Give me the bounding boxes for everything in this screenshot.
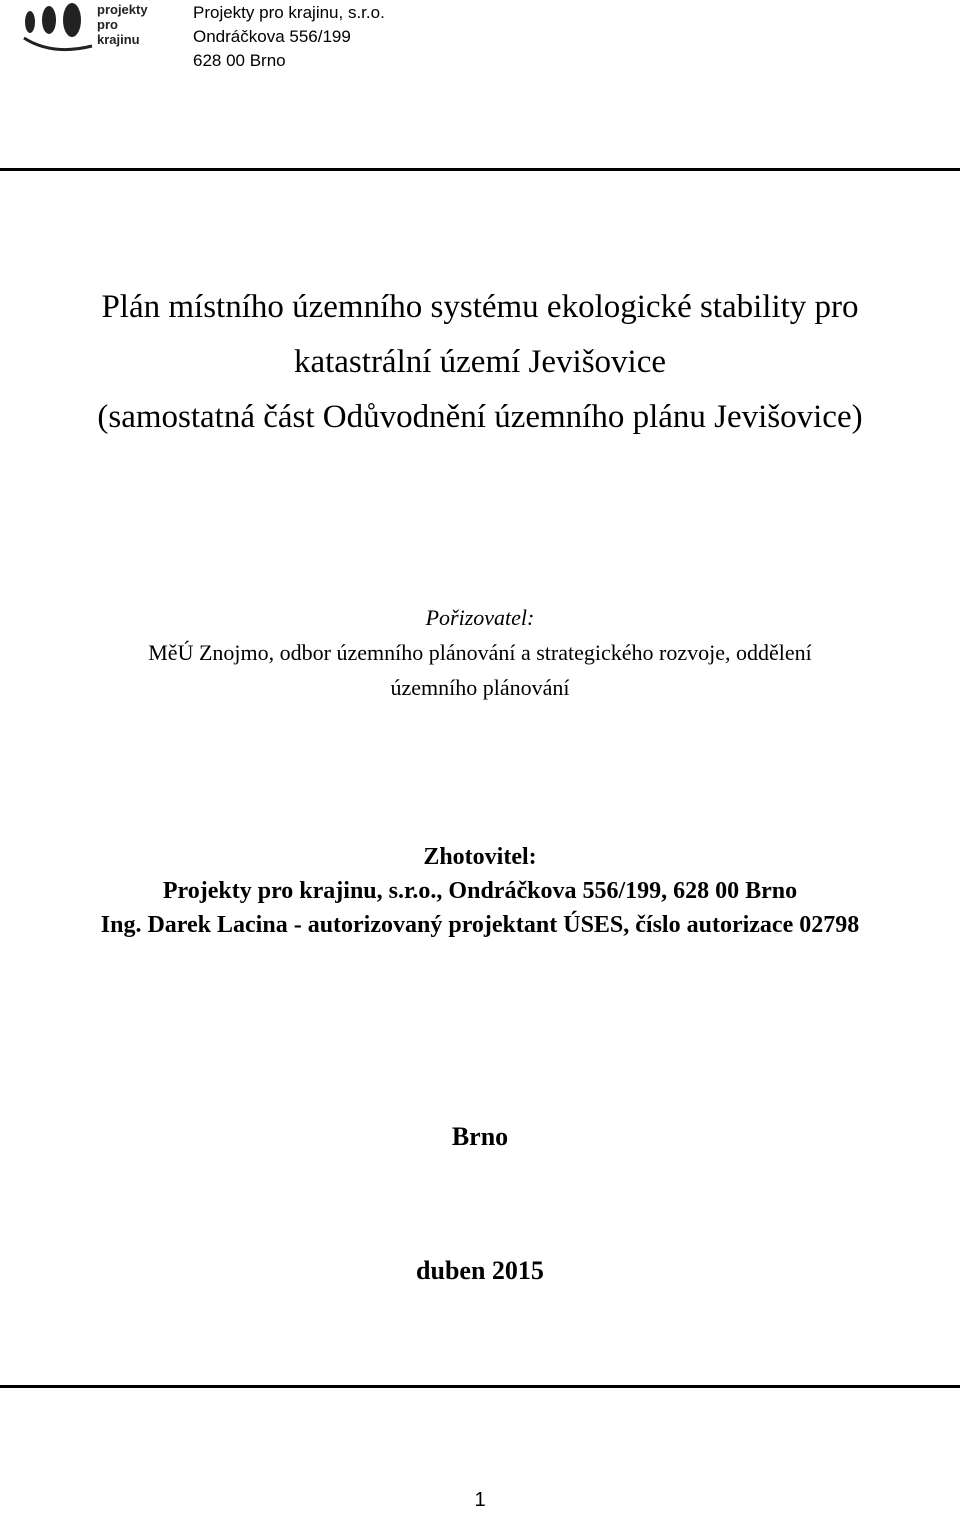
document-title [0, 280, 960, 445]
contractor-block [0, 840, 960, 942]
contractor-line: Projekty pro krajinu, s.r.o., Ondráčkova 556/199, 628 00 Brno [162, 878, 798, 904]
title-line: katastrální území Jevišovice [293, 344, 667, 380]
city: Brno [451, 1122, 509, 1151]
contractor-line: Ing. Darek Lacina - autorizovaný projektant ÚSES, číslo autorizace 02798 [100, 912, 860, 938]
logo-text-line: krajinu [97, 32, 140, 47]
procurer-line: územního plánování [390, 675, 570, 700]
procurer-block [0, 600, 960, 705]
company-logo [22, 0, 162, 58]
procurer-label: Pořizovatel: [425, 605, 535, 630]
title-line: (samostatná část Odůvodnění územního plánu Jevišovice) [97, 399, 863, 435]
page-number: 1 [474, 1489, 486, 1511]
company-city: 628 00 Brno [193, 51, 286, 70]
procurer-line: MěÚ Znojmo, odbor územního plánování a strategického rozvoje, oddělení [148, 640, 812, 665]
company-name: Projekty pro krajinu, s.r.o. [193, 3, 385, 22]
company-address [193, 1, 385, 73]
contractor-label: Zhotovitel: [423, 844, 537, 870]
footer-divider [0, 1385, 960, 1388]
logo-text-line: projekty [97, 2, 148, 17]
company-street: Ondráčkova 556/199 [193, 27, 351, 46]
date: duben 2015 [416, 1256, 544, 1285]
header-divider [0, 168, 960, 171]
title-line: Plán místního územního systému ekologické stability pro [101, 289, 859, 325]
logo-text-line: pro [97, 17, 118, 32]
